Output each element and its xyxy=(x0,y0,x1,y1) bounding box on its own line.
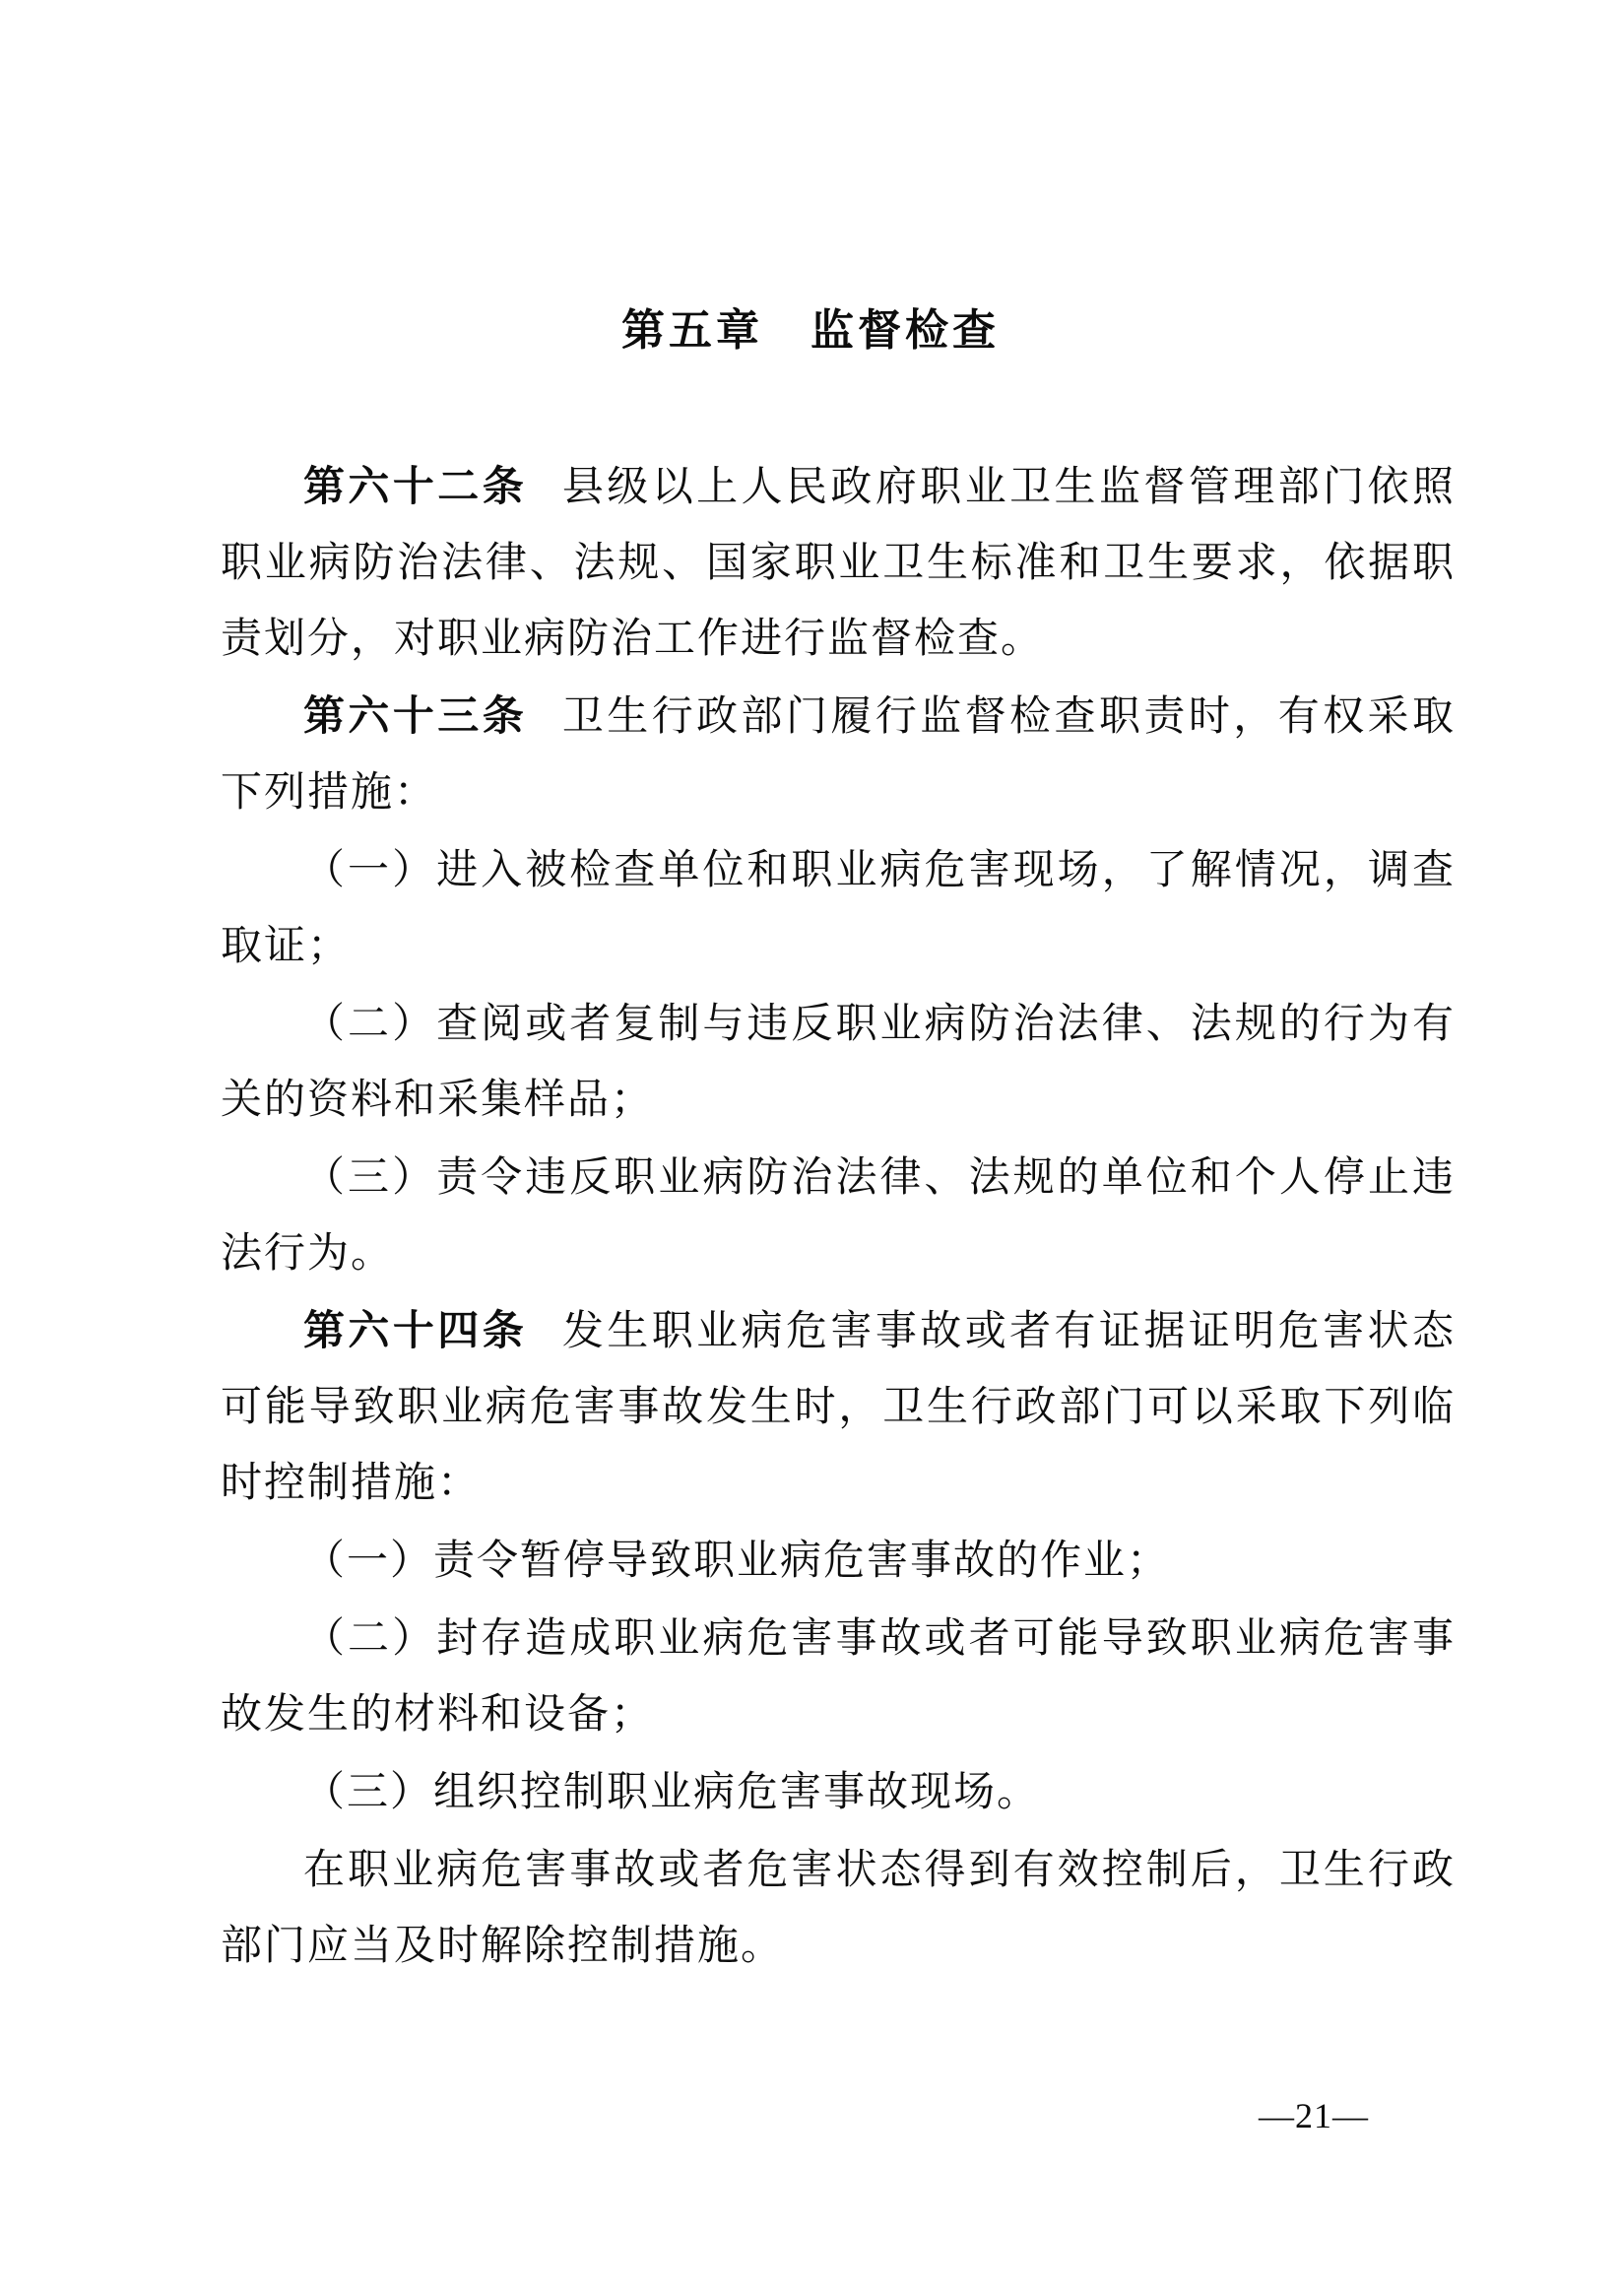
paragraph-text: （三）组织控制职业病危害事故现场。 xyxy=(303,1770,1041,1815)
paragraph-text: （三）责令违反职业病防治法律、法规的单位和个人停止违法行为。 xyxy=(221,1155,1456,1277)
page-number: —21— xyxy=(1259,2096,1369,2135)
paragraph-text: （二）查阅或者复制与违反职业病防治法律、法规的行为有关的资料和采集样品； xyxy=(221,1002,1456,1123)
paragraph-text: 卫生行政部门履行监督检查职责时，有权采取下列措施： xyxy=(221,694,1456,816)
article-number: 第六十四条 xyxy=(303,1307,528,1353)
closing-paragraph xyxy=(221,1831,1456,1985)
list-item-paragraph xyxy=(221,831,1456,985)
paragraph-text: 县级以上人民政府职业卫生监督管理部门依照职业病防治法律、法规、国家职业卫生标准和卫生要求，依据职责划分，对职业病防治工作进行监督检查。 xyxy=(221,465,1456,662)
article-number: 第六十二条 xyxy=(303,463,528,509)
paragraph-text: （一）责令暂停导致职业病危害事故的作业； xyxy=(303,1539,1171,1584)
paragraph-text: （一）进入被检查单位和职业病危害现场，了解情况，调查取证； xyxy=(221,848,1456,969)
list-item-paragraph xyxy=(221,1522,1456,1600)
document-body xyxy=(221,448,1456,1985)
paragraph-text: （二）封存造成职业病危害事故或者可能导致职业病危害事故发生的材料和设备； xyxy=(221,1616,1456,1738)
list-item-paragraph xyxy=(221,1139,1456,1292)
list-item-paragraph xyxy=(221,985,1456,1139)
article-paragraph xyxy=(221,448,1456,678)
article-paragraph xyxy=(221,1292,1456,1522)
list-item-paragraph xyxy=(221,1753,1456,1831)
article-paragraph xyxy=(221,678,1456,831)
paragraph-text: 在职业病危害事故或者危害状态得到有效控制后，卫生行政部门应当及时解除控制措施。 xyxy=(221,1848,1456,1969)
chapter-title: 第五章 监督检查 xyxy=(621,306,1000,355)
list-item-paragraph xyxy=(221,1600,1456,1753)
paragraph-text: 发生职业病危害事故或者有证据证明危害状态可能导致职业病危害事故发生时，卫生行政部门可以采取下列临时控制措施： xyxy=(221,1309,1456,1506)
article-number: 第六十三条 xyxy=(303,692,528,739)
